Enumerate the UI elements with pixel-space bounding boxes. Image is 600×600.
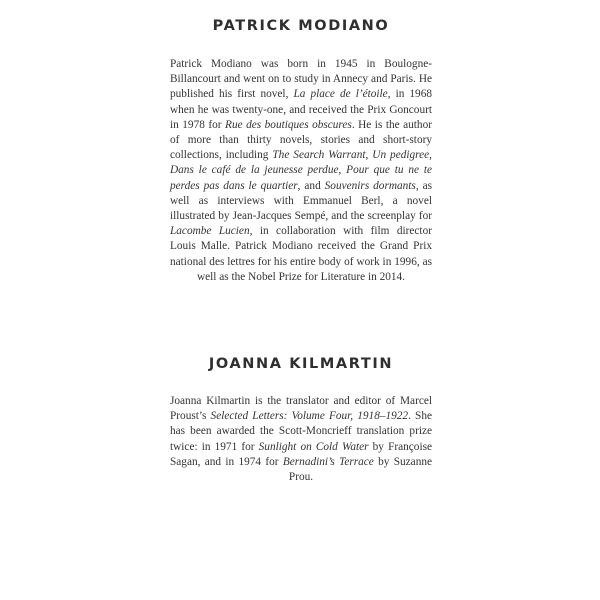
bio-text: Patrick Modiano was born in 1945 in Boulogne-Billancourt and went on to study in Annecy and Paris. He published his first novel, <box>170 58 432 101</box>
bio-title-italic: Dans le café de la jeunesse perdue <box>170 164 339 177</box>
bio-text: , as well as interviews with Emmanuel Berl, a novel illustrated by Jean-Jacques Sempé, and the screenplay for <box>170 179 432 223</box>
author-section <box>170 18 432 285</box>
bio-title-italic: The Search Warrant <box>272 149 366 162</box>
bio-text: by Suzanne Prou. <box>288 455 433 484</box>
translator-biography <box>170 394 432 485</box>
bio-text: Joanna Kilmartin is the translator and editor of Marcel Proust’s <box>170 395 432 423</box>
bio-title-italic: Rue des boutiques obscures <box>225 118 352 131</box>
bio-title-italic: Selected Letters: Volume Four, 1918–1922 <box>210 410 409 423</box>
bio-title-italic: La place de l’étoile <box>293 88 388 101</box>
bio-text: , <box>429 149 432 162</box>
bio-title-italic: Sunlight on Cold Water <box>258 440 369 453</box>
bio-text: , in collaboration with film director Louis Malle. Patrick Modiano received the Grand Prix national des lettres for his entire body of work in 1996, as well as the Nobel Prize for Literature in 2014. <box>170 225 432 283</box>
bio-title-italic: Souvenirs dormants <box>324 179 416 192</box>
bio-title-italic: Bernadini’s Terrace <box>282 455 374 468</box>
bio-title-italic: Pour que tu ne te perdes pas dans le quartier <box>170 164 433 192</box>
bio-text: , <box>365 149 373 162</box>
bio-text: by Françoise Sagan, and in 1974 for <box>170 440 432 468</box>
bio-title-italic: Un pedigree <box>372 149 430 162</box>
translator-name-heading: JOANNA KILMARTIN <box>208 356 394 372</box>
bio-text: . She has been awarded the Scott-Moncrieff translation prize twice: in 1971 for <box>170 410 432 453</box>
author-biography <box>170 57 432 285</box>
bio-text: , and <box>297 179 325 192</box>
bio-title-italic: Lacombe Lucien <box>170 225 250 238</box>
bio-text: , in 1968 when he was twenty-one, and received the Prix Goncourt in 1978 for <box>170 88 433 131</box>
translator-section <box>170 356 432 485</box>
author-name-heading: PATRICK MODIANO <box>212 18 390 34</box>
bio-text: . He is the author of more than thirty novels, stories and short-story collections, including <box>170 118 432 162</box>
bio-text: , <box>338 164 347 177</box>
